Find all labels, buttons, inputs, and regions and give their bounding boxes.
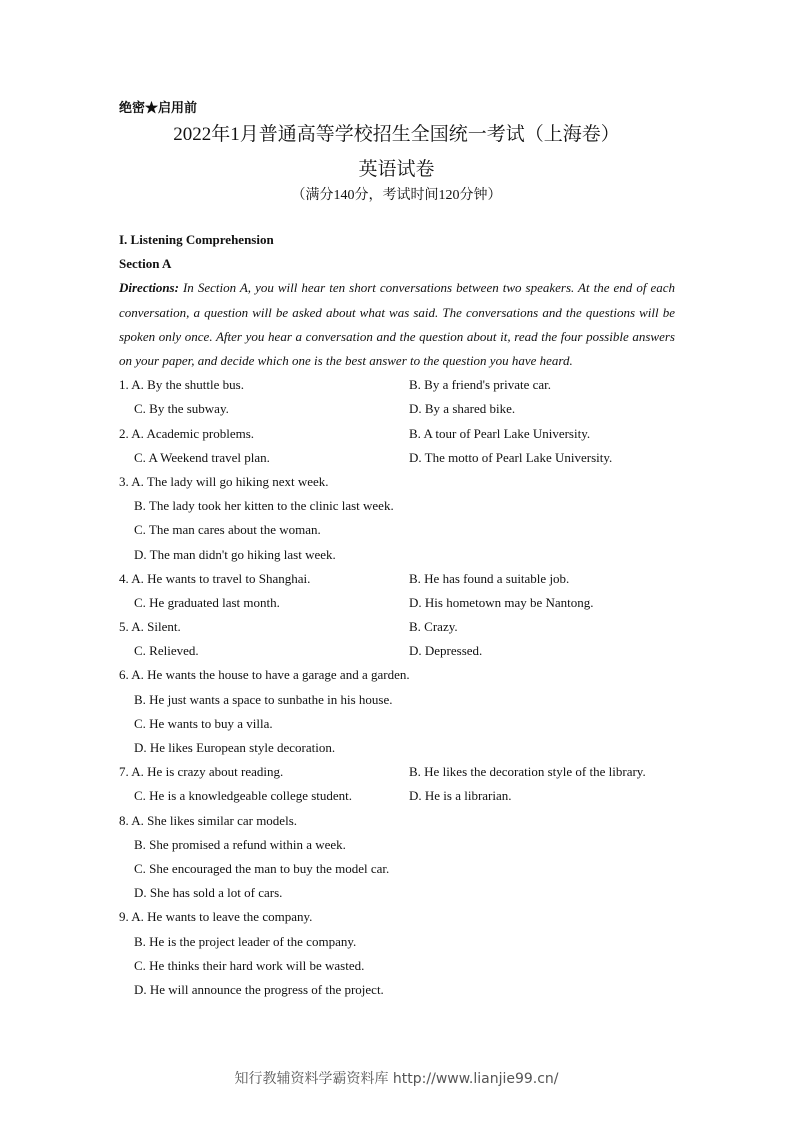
score-info: （满分140分，考试时间120分钟） xyxy=(291,188,502,203)
q8-option-c: C. She encouraged the man to buy the model car. xyxy=(134,860,390,876)
question-7 xyxy=(119,760,675,808)
question-9 xyxy=(119,905,675,1002)
q8-option-d: D. She has sold a lot of cars. xyxy=(134,885,283,901)
q4-option-a: 4. A. He wants to travel to Shanghai. xyxy=(119,570,311,586)
q9-option-d: D. He will announce the progress of the project. xyxy=(134,981,384,997)
q7-option-c: C. He is a knowledgeable college student. xyxy=(134,788,353,804)
exam-body xyxy=(119,228,675,1002)
q1-option-c: C. By the subway. xyxy=(134,401,229,417)
exam-subtitle: 英语试卷 xyxy=(358,159,435,180)
q7-option-a: 7. A. He is crazy about reading. xyxy=(119,764,284,780)
question-1 xyxy=(119,373,675,421)
q8-option-a: 8. A. She likes similar car models. xyxy=(119,812,298,828)
question-4 xyxy=(119,567,675,615)
question-6 xyxy=(119,663,675,760)
q7-option-d: D. He is a librarian. xyxy=(409,788,512,804)
q2-option-b: B. A tour of Pearl Lake University. xyxy=(409,425,591,441)
section-title: Section A xyxy=(119,256,172,272)
footer-watermark: 知行教辅资料学霸资料库 http://www.lianjie99.cn/ xyxy=(234,1071,559,1087)
q6-option-c: C. He wants to buy a villa. xyxy=(134,715,273,731)
q3-option-a: 3. A. The lady will go hiking next week. xyxy=(119,473,329,489)
question-5 xyxy=(119,615,675,663)
directions xyxy=(119,276,675,373)
q9-option-b: B. He is the project leader of the company. xyxy=(134,933,357,949)
part-title: I. Listening Comprehension xyxy=(119,232,274,247)
q9-option-a: 9. A. He wants to leave the company. xyxy=(119,909,313,925)
secret-mark: 绝密★启用前 xyxy=(119,100,198,115)
exam-title: 2022年1月普通高等学校招生全国统一考试（上海卷） xyxy=(173,124,620,145)
q3-option-d: D. The man didn't go hiking last week. xyxy=(134,546,336,562)
q7-option-b: B. He likes the decoration style of the library. xyxy=(409,764,646,780)
q5-option-a: 5. A. Silent. xyxy=(119,619,181,635)
directions-text: In Section A, you will hear ten short conversations between two speakers. At the end of each conversation, a question will be asked about what was said. The conversations and the questions will be spoken only once. After you hear a conversation and the question about it, read the four possible answers on your paper, and decide which one is the best answer to the question you have heard. xyxy=(119,280,675,368)
q3-option-c: C. The man cares about the woman. xyxy=(134,522,321,538)
q8-option-b: B. She promised a refund within a week. xyxy=(134,836,346,852)
q3-option-b: B. The lady took her kitten to the clinic last week. xyxy=(134,498,394,514)
question-2 xyxy=(119,422,675,470)
q4-option-c: C. He graduated last month. xyxy=(134,594,280,610)
q2-option-a: 2. A. Academic problems. xyxy=(119,425,255,441)
q5-option-d: D. Depressed. xyxy=(409,643,483,659)
q6-option-b: B. He just wants a space to sunbathe in his house. xyxy=(134,691,393,707)
q1-option-b: B. By a friend's private car. xyxy=(409,377,552,393)
q5-option-c: C. Relieved. xyxy=(134,643,199,659)
question-8 xyxy=(119,809,675,906)
q4-option-d: D. His hometown may be Nantong. xyxy=(409,594,594,610)
q1-option-a: 1. A. By the shuttle bus. xyxy=(119,377,244,393)
q2-option-d: D. The motto of Pearl Lake University. xyxy=(409,449,613,465)
q4-option-b: B. He has found a suitable job. xyxy=(409,570,570,586)
q2-option-c: C. A Weekend travel plan. xyxy=(134,449,270,465)
q6-option-a: 6. A. He wants the house to have a garage and a garden. xyxy=(119,667,410,683)
q9-option-c: C. He thinks their hard work will be wasted. xyxy=(134,957,365,973)
question-3 xyxy=(119,470,675,567)
directions-label: Directions: xyxy=(119,280,179,296)
q5-option-b: B. Crazy. xyxy=(409,619,458,635)
q1-option-d: D. By a shared bike. xyxy=(409,401,516,417)
q6-option-d: D. He likes European style decoration. xyxy=(134,740,336,755)
